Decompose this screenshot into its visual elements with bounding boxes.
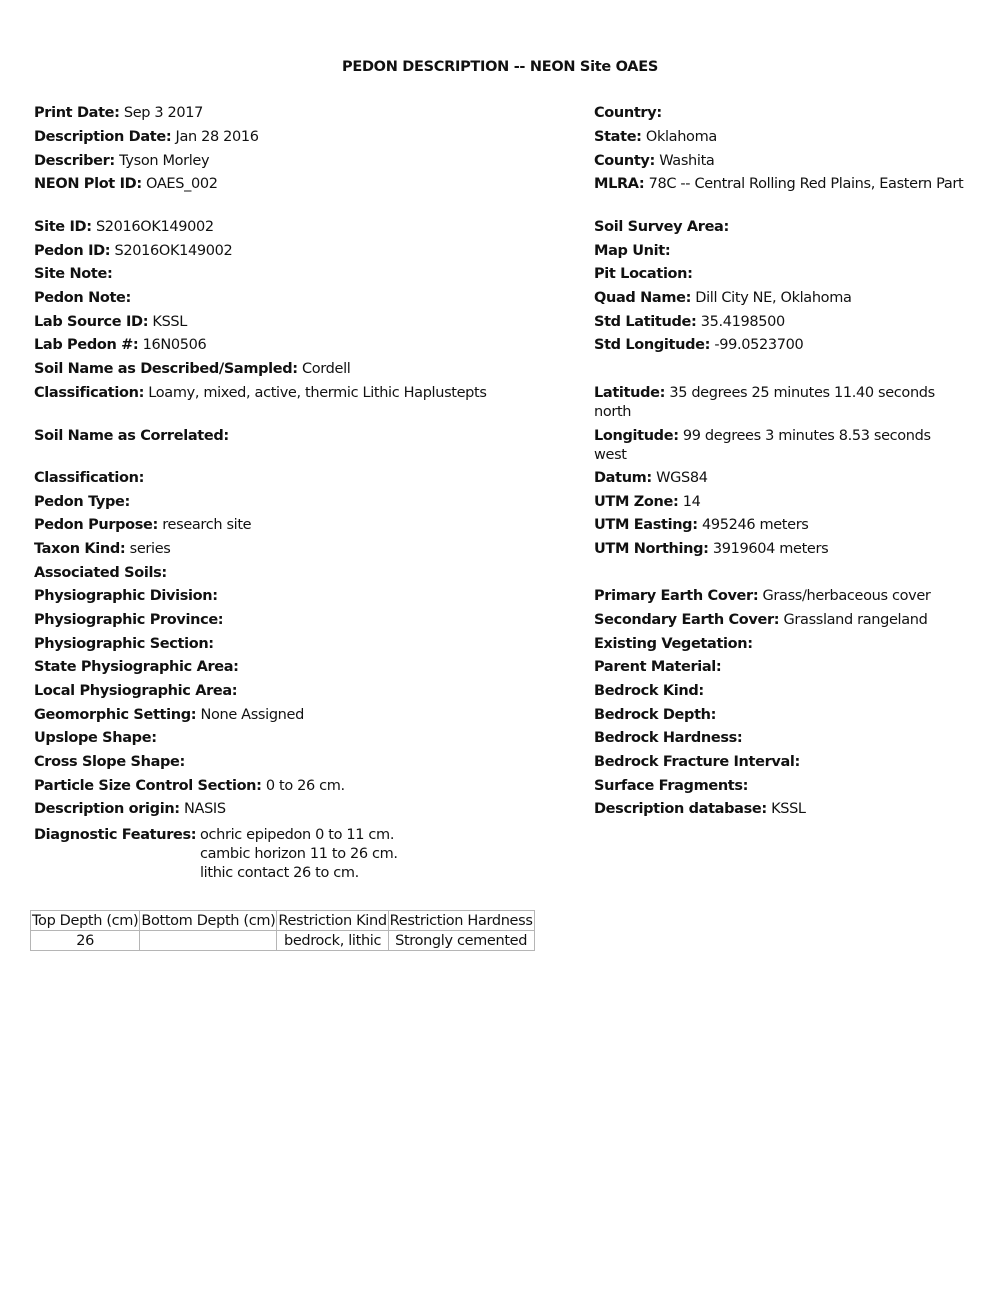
pit-location-field: Pit Location:: [594, 266, 693, 282]
physio-section-field: Physiographic Section:: [34, 636, 214, 652]
neon-plot-id-field: NEON Plot ID: OAES_002: [34, 176, 218, 192]
diagnostic-item: ochric epipedon 0 to 11 cm.: [200, 827, 395, 843]
std-latitude-field: Std Latitude: 35.4198500: [594, 314, 785, 330]
bedrock-kind-field: Bedrock Kind:: [594, 683, 704, 699]
soil-survey-area-field: Soil Survey Area:: [594, 219, 729, 235]
mlra-field: MLRA: 78C -- Central Rolling Red Plains, Eastern Part: [594, 176, 964, 192]
county-field: County: Washita: [594, 153, 715, 169]
diagnostic-features: [34, 826, 398, 881]
pedon-id-field: Pedon ID: S2016OK149002: [34, 243, 233, 259]
utm-zone-field: UTM Zone: 14: [594, 494, 701, 510]
description-origin-field: Description origin: NASIS: [34, 801, 226, 817]
diagnostic-features-label: Diagnostic Features:: [34, 827, 197, 843]
table-cell: Strongly cemented: [388, 931, 534, 951]
state-field: State: Oklahoma: [594, 129, 717, 145]
datum-field: Datum: WGS84: [594, 470, 708, 486]
diagnostic-item: cambic horizon 11 to 26 cm.: [200, 846, 398, 862]
table-cell: 26: [31, 931, 140, 951]
pedon-type-field: Pedon Type:: [34, 494, 130, 510]
map-unit-field: Map Unit:: [594, 243, 671, 259]
diagnostic-item: lithic contact 26 to cm.: [200, 865, 359, 881]
geomorphic-setting-field: Geomorphic Setting: None Assigned: [34, 707, 304, 723]
table-row: [31, 931, 535, 951]
utm-easting-field: UTM Easting: 495246 meters: [594, 517, 809, 533]
bedrock-fracture-field: Bedrock Fracture Interval:: [594, 754, 801, 770]
secondary-earth-cover-field: Secondary Earth Cover: Grassland rangeland: [594, 612, 928, 628]
longitude-field: Longitude: 99 degrees 3 minutes 8.53 seconds west: [594, 428, 931, 463]
pedon-note-field: Pedon Note:: [34, 290, 131, 306]
state-physio-area-field: State Physiographic Area:: [34, 659, 239, 675]
existing-vegetation-field: Existing Vegetation:: [594, 636, 753, 652]
table-cell: bedrock, lithic: [277, 931, 388, 951]
lab-source-id-field: Lab Source ID: KSSL: [34, 314, 188, 330]
description-date-field: Description Date: Jan 28 2016: [34, 129, 259, 145]
bedrock-hardness-field: Bedrock Hardness:: [594, 730, 743, 746]
diagnostic-features-list: [200, 826, 500, 883]
pedon-purpose-field: Pedon Purpose: research site: [34, 517, 252, 533]
column-header: Top Depth (cm): [32, 912, 139, 929]
surface-fragments-field: Surface Fragments:: [594, 778, 749, 794]
primary-earth-cover-field: Primary Earth Cover: Grass/herbaceous cover: [594, 588, 931, 604]
site-id-field: Site ID: S2016OK149002: [34, 219, 214, 235]
describer-field: Describer: Tyson Morley: [34, 153, 210, 169]
latitude-field: Latitude: 35 degrees 25 minutes 11.40 seconds north: [594, 385, 935, 420]
restrictions-table: [30, 910, 535, 951]
associated-soils-field: Associated Soils:: [34, 565, 167, 581]
table-cell: [140, 931, 277, 951]
column-header: Restriction Kind: [278, 912, 387, 929]
bedrock-depth-field: Bedrock Depth:: [594, 707, 717, 723]
soil-name-correlated-field: Soil Name as Correlated:: [34, 428, 229, 444]
site-note-field: Site Note:: [34, 266, 113, 282]
classification-correlated-field: Classification:: [34, 470, 145, 486]
physio-province-field: Physiographic Province:: [34, 612, 224, 628]
column-header: Bottom Depth (cm): [141, 912, 276, 929]
std-longitude-field: Std Longitude: -99.0523700: [594, 337, 804, 353]
description-database-field: Description database: KSSL: [594, 801, 806, 817]
classification-field: Classification: Loamy, mixed, active, thermic Lithic Haplustepts: [34, 385, 487, 401]
parent-material-field: Parent Material:: [594, 659, 722, 675]
physio-division-field: Physiographic Division:: [34, 588, 218, 604]
particle-size-field: Particle Size Control Section: 0 to 26 cm.: [34, 778, 345, 794]
cross-slope-shape-field: Cross Slope Shape:: [34, 754, 185, 770]
soil-name-described-field: Soil Name as Described/Sampled: Cordell: [34, 361, 351, 377]
utm-northing-field: UTM Northing: 3919604 meters: [594, 541, 829, 557]
quad-name-field: Quad Name: Dill City NE, Oklahoma: [594, 290, 852, 306]
lab-pedon-field: Lab Pedon #: 16N0506: [34, 337, 207, 353]
taxon-kind-field: Taxon Kind: series: [34, 541, 171, 557]
upslope-shape-field: Upslope Shape:: [34, 730, 157, 746]
country-field: Country:: [594, 105, 662, 121]
page-title: PEDON DESCRIPTION -- NEON Site OAES: [342, 59, 658, 75]
print-date-field: Print Date: Sep 3 2017: [34, 105, 204, 121]
table-header-row: [31, 911, 535, 931]
column-header: Restriction Hardness: [389, 912, 533, 929]
local-physio-area-field: Local Physiographic Area:: [34, 683, 238, 699]
